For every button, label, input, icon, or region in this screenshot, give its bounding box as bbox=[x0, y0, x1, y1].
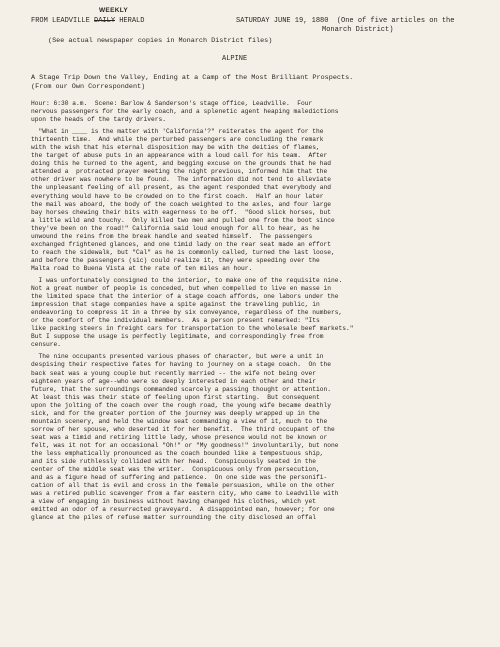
body-line: glance at the piles of refuse matter surrounding the city disclosed an offal bbox=[31, 514, 317, 522]
body-line: everything would have to be crowded on to the first coach. Half an hour later bbox=[31, 192, 324, 200]
body-line: At least this was their state of feeling upon first starting. But consequent bbox=[31, 393, 320, 401]
body-line: the less emphatically pronounced as the coach bounded like a tempestuous ship, bbox=[31, 449, 324, 457]
body-line: future, that the surroundings commanded scarcely a passing thought or attention. bbox=[31, 385, 332, 393]
series-note-1: (One of five articles on the bbox=[336, 17, 455, 25]
source-suffix: HERALD bbox=[115, 17, 145, 25]
body-line: was a retired public scavenger from a far eastern city, who came to Leadville with bbox=[31, 490, 339, 498]
body-line: upon the jolting of the coach over the rough road, the young wife became deathly bbox=[31, 401, 332, 409]
body-line: a view of engaging in business without having changed his clothes, which yet bbox=[31, 498, 317, 506]
body-line: Hour: 6:30 a.m. Scene: Barlow & Sanderson's stage office, Leadville. Four bbox=[31, 100, 313, 107]
body-line: the unpleasant feeling of all present, as the agent responded that everybody and bbox=[31, 184, 332, 192]
article-byline: (From our Own Correspondent) bbox=[31, 83, 146, 91]
body-line: or the comfort of the individual members. As a person present remarked: "Its bbox=[31, 317, 320, 325]
newspaper-source bbox=[31, 17, 144, 25]
body-line: other driver was nowhere to be found. The information did not tend to alleviate bbox=[31, 176, 332, 184]
body-line: upon the heads of the tardy drivers. bbox=[31, 116, 167, 124]
body-line: back seat was a young couple but recently married -- the wife not being over bbox=[31, 369, 317, 377]
body-line: But I suppose the usage is perfectly legitimate, and correspondingly free from bbox=[31, 333, 324, 341]
body-line: like packing steers in freight cars for transportation to the wholesale beef markets." bbox=[31, 325, 354, 333]
article-body bbox=[31, 100, 491, 522]
body-line: impression that stage companies have a spite against the traveling public, in bbox=[31, 301, 320, 309]
body-line: "What in ____ is the matter with 'California'?" reiterates the agent for the bbox=[31, 128, 324, 136]
body-line: attended a protracted prayer meeting the night previous, informed him that the bbox=[31, 168, 328, 176]
date-and-series-note bbox=[236, 17, 454, 25]
article-title: ALPINE bbox=[222, 55, 248, 63]
body-line: nervous passengers for the early coach, and a splenetic agent heaping maledictions bbox=[31, 108, 339, 116]
body-line: sick, and for the greater portion of the journey was deeply wrapped up in the bbox=[31, 409, 320, 417]
body-line: center of the middle seat was the writer. Conspicuous only from persecution, bbox=[31, 466, 320, 474]
body-line: despising their respective fates for having to journey on a stage coach. On the bbox=[31, 361, 332, 369]
body-line: The nine occupants presented various phases of character, but were a unit in bbox=[31, 353, 324, 361]
body-line: sorrow of her spouse, who deserted it for her benefit. The third occupant of the bbox=[31, 425, 335, 433]
struck-word: DAILY bbox=[94, 17, 116, 25]
body-line: eighteen years of age--who were so deeply interested in each other and their bbox=[31, 377, 317, 385]
body-line: Malta road to Buena Vista at the rate of ten miles an hour. bbox=[31, 264, 253, 272]
body-line: emitted an odor of a resurrected graveyard. A disappointed man, however; for one bbox=[31, 506, 335, 514]
body-line: felt, was it not for an occasional "Oh!" or "My goodness!" involuntarily, but none bbox=[31, 441, 339, 449]
body-line: a little wild and touchy. Only killed two men and pulled one from the boot since bbox=[31, 216, 335, 224]
body-line: and before the passengers (sic) could realize it, they were speeding over the bbox=[31, 256, 320, 264]
body-line: unwound the reins from the break handle and seated himself. The passengers bbox=[31, 232, 313, 240]
body-line: and its side ruthlessly collided with her head. Conspicuously seated in the bbox=[31, 458, 317, 466]
series-note-2: Monarch District) bbox=[322, 26, 394, 34]
handwritten-weekly-insert: WEEKLY bbox=[99, 7, 129, 14]
body-line: cation of all that is evil and cross in the female persuasion, while on the other bbox=[31, 482, 335, 490]
body-line: mountain scenery, and held the window seat commanding a view of it, much to the bbox=[31, 417, 328, 425]
date: SATURDAY JUNE 19, 1880 bbox=[236, 17, 329, 25]
body-line: the target of abuse puts in an appearance with a loud call for his team. After bbox=[31, 152, 328, 160]
body-line: bay horses chewing their bits with eagerness to be off. "Good slick horses, but bbox=[31, 208, 332, 216]
body-line: doing this he turned to the agent, and begging excuse on the grounds that he had bbox=[31, 160, 332, 168]
body-line: endeavoring to compress it in a three by six conveyance, regardless of the numbers, bbox=[31, 309, 343, 317]
file-note: (See actual newspaper copies in Monarch District files) bbox=[48, 37, 273, 45]
body-line: with the wish that his eternal disposition may be with the deities of flames, bbox=[31, 144, 320, 152]
body-line: exchanged frightened glances, and one timid lady on the rear seat made an effort bbox=[31, 240, 332, 248]
body-line: I was unfortunately consigned to the interior, to make one of the requisite nine. bbox=[31, 276, 343, 284]
body-line: they've been on the road!" California said loud enough for all to hear, as he bbox=[31, 224, 320, 232]
source-prefix: FROM LEADVILLE bbox=[31, 17, 95, 25]
body-line: the limited space that the interior of a stage coach affords, one labors under the bbox=[31, 293, 339, 301]
body-line: thirteenth time. And while the perturbed passengers are concluding the remark bbox=[31, 136, 324, 144]
article-subtitle: A Stage Trip Down the Valley, Ending at a Camp of the Most Brilliant Prospects. bbox=[31, 74, 354, 82]
body-line: Not a great number of people is conceded, but when compelled to live en masse in bbox=[31, 285, 332, 293]
body-line: seat was a timid and retiring little lady, whose presence would not be known or bbox=[31, 433, 328, 441]
body-line: censure. bbox=[31, 341, 62, 349]
body-line: to reach the sidewalk, but "Cal" as he is commonly called, turned the last loose, bbox=[31, 248, 335, 256]
body-line: the mail was aboard, the body of the coach weighted to the axles, and four large bbox=[31, 200, 332, 208]
body-line: and as a figure head of suffering and patience. On one side was the personifi- bbox=[31, 474, 328, 482]
